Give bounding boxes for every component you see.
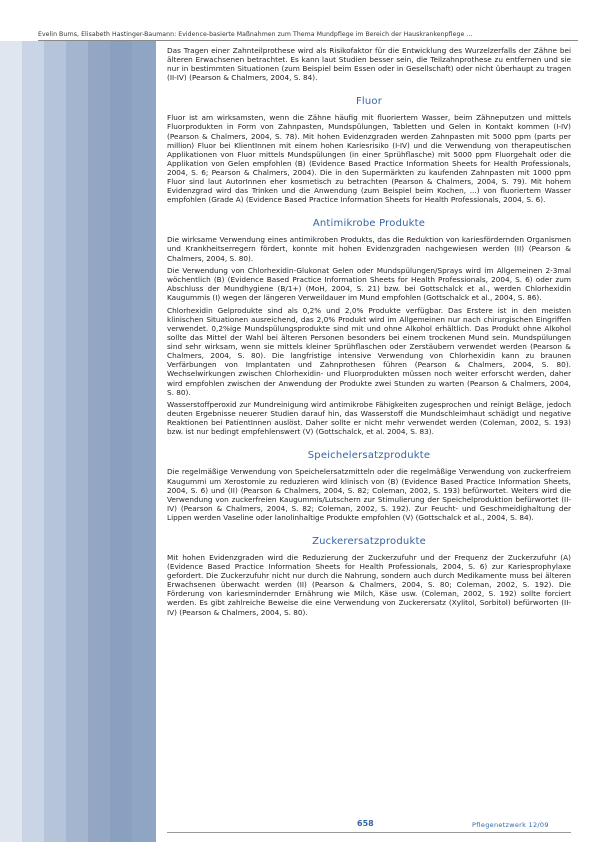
decorative-stripe bbox=[66, 41, 88, 842]
decorative-stripe bbox=[44, 41, 66, 842]
decorative-stripe bbox=[88, 41, 110, 842]
paragraph: Die regelmäßige Verwendung von Speichelersatzmitteln oder die regelmäßige Verwendung von zuckerfreiem Kaugummi um Xerostomie zu reduzieren wird klinisch von (B) (Evidence Based Practice Information Sheets, 2004, S. 6) und (II) (Pearson & Chalmers, 2004, S. 82; Coleman, 2002, S. 193) befürwortet. Weiters wird die Verwendung von zuckerfreien Kaugummis/Lutschern zur Stimulierung der Speichelproduktion befürwortet (II-IV) (Pearson & Chalmers, 2004, S. 82; Coleman, 2002, S. 192). Zur Feucht- und Geschmeidighaltung der Lippen werden Vaseline oder lanolinhaltige Produkte empfohlen (V) (Gottschalck et al., 2004, S. 84). bbox=[167, 467, 571, 522]
journal-name: Pflegenetzwerk 12/09 bbox=[472, 821, 549, 829]
decorative-stripe bbox=[22, 41, 44, 842]
page-number: 658 bbox=[357, 819, 374, 828]
decorative-stripe bbox=[132, 41, 156, 842]
paragraph: Die Verwendung von Chlorhexidin-Glukonat Gelen oder Mundspülungen/Sprays wird im Allgemeinen 2-3mal wöchentlich (B) (Evidence Based Practice Information Sheets for Health Professionals, 2004, S. 6) oder zum Abschluss der Mundhygiene (B/1+) (MoH, 2004, S. 21) bzw. bei Gottschalck et al., werden Chlorhexidin Kaugummis (I) wegen der längeren Verweildauer im Mund empfohlen (Gottschalck et al., 2004, S. 86). bbox=[167, 265, 571, 303]
paragraph: Mit hohen Evidenzgraden wird die Reduzierung der Zuckerzufuhr und der Frequenz der Zuckerzufuhr (A) (Evidence Based Practice Information Sheets for Health Professionals, 2004, S. 6) zur Kariesprophylaxe gefordert. Die Zuckerzufuhr nicht nur durch die Nahrung, sondern auch durch Medikamente muss bei älteren Erwachsenen überwacht werden (II) (Pearson & Chalmers, 2004, S. 80; Coleman, 2002, S. 192). Die Förderung von kariesmindernder Ernährung wie Milch, Käse usw. (Coleman, 2002, S. 192) sollte forciert werden. Es gibt zahlreiche Beweise die eine Verwendung von Zuckerersatz (Xylitol, Sorbitol) befürworten (II-IV) (Pearson & Chalmers, 2004, S. 80). bbox=[167, 553, 571, 617]
paragraph: Die wirksame Verwendung eines antimikroben Produkts, das die Reduktion von kariesfördernden Organismen und Krankheitserregern fördert, konnte mit hohen Evidenzgraden nachgewiesen werden (II) (Pearson & Chalmers, 2004, S. 80). bbox=[167, 235, 571, 263]
running-header bbox=[0, 0, 595, 40]
section-heading: Zuckerersatzprodukte bbox=[312, 536, 426, 548]
section-heading: Speichelersatzprodukte bbox=[307, 450, 431, 462]
running-header-text: Evelin Burns, Elisabeth Hastinger-Baumann: Evidence-basierte Maßnahmen zum Thema Mundpflege im Bereich der Hauskrankenpflege ... bbox=[38, 31, 473, 38]
section-antimikrobe-produkte bbox=[167, 218, 571, 436]
article-body bbox=[167, 46, 571, 620]
footer-rule bbox=[167, 832, 571, 833]
decorative-stripe bbox=[110, 41, 132, 842]
section-zuckerersatzprodukte bbox=[167, 536, 571, 617]
decorative-stripe bbox=[0, 41, 22, 842]
section-speichelersatzprodukte bbox=[167, 450, 571, 522]
paragraph: Fluor ist am wirksamsten, wenn die Zähne häufig mit fluoriertem Wasser, beim Zähneputzen und mittels Fluorprodukten in Form von Zahnpasten, Mundspülungen, Tabletten und Gelen in Kontakt kommen (I-IV) (Pearson & Chalmers, 2004, S. 78). Mit hohen Evidenzgraden werden Zahnpasten mit 5000 ppm (parts per million) Fluor bei KlientInnen mit einem hohen Kariesrisiko (I-IV) und die Verwendung von therapeutischen Applikationen von Fluor mittels Mundspülungen (in einer Sprühflasche) mit 5000 ppm Fluorgehalt oder die Applikation von Gelen empfohlen (B) (Evidence Based Practice Information Sheets for Health Professionals, 2004, S. 6; Pearson & Chalmers, 2004). Die in den Supermärkten zu kaufenden Zahnpasten mit 1000 ppm Fluor sind laut AutorInnen eher kosmetisch zu betrachten (Pearson & Chalmers, 2004, S. 79). Mit hohem Evidenzgrad wird das Trinken und die Anwendung (zum Beispiel beim Kochen, ...) von fluoriertem Wasser empfohlen (Grade A) (Evidence Based Practice Information Sheets for Health Professionals, 2004, S. 6). bbox=[167, 113, 571, 205]
paragraph: Wasserstoffperoxid zur Mundreinigung wird antimikrobe Fähigkeiten zugesprochen und reinigt Beläge, jedoch deuten Ergebnisse neuerer Studien darauf hin, das Wasserstoff die Mundschleimhaut schädigt und negative Reaktionen bei PatientInnen auslöst. Daher sollte er nicht mehr verwendet werden (Coleman, 2002, S. 193) bzw. ist nur bedingt empfehlenswert (V) (Gottschalck, et al. 2004, S. 83). bbox=[167, 400, 571, 437]
section-fluor bbox=[167, 96, 571, 204]
intro-paragraph: Das Tragen einer Zahnteilprothese wird als Risikofaktor für die Entwicklung des Wurzelzerfalls der Zähne bei älteren Erwachsenen betrachtet. Es kann laut Studien besser sein, die Teilzahnprothese zu entfernen und sie nur in bestimmten Situationen (zum Beispiel beim Essen oder in Gesellschaft) oder nicht überhaupt zu tragen (II-IV) (Pearson & Chalmers, 2004, S. 84). bbox=[167, 46, 571, 83]
section-heading: Antimikrobe Produkte bbox=[312, 218, 426, 230]
paragraph: Chlorhexidin Gelprodukte sind als 0,2% und 2,0% Produkte verfügbar. Das Erstere ist in den meisten klinischen Situationen ausreichend, das 2,0% Produkt wird im Allgemeinen nur nach chirurgischen Eingriffen verwendet. 0,2%ige Mundspülungsprodukte sind mit und ohne Alkohol erhältlich. Das Produkt ohne Alkohol sollte das Mittel der Wahl bei älteren Personen besonders bei einem trockenen Mund sein. Mundspülungen sind sehr wirksam, wenn sie mittels kleiner Sprühflaschen oder Zerstäubern verwendet werden (Pearson & Chalmers, 2004, S. 80). Die langfristige intensive Verwendung von Chlorhexidin kann zu braunen Verfärbungen von Implantaten und Zahnprothesen führen (Pearson & Chalmers, 2004, S. 80). Wechselwirkungen zwischen Chlorhexidin- und Fluorprodukten müssen noch weiter erforscht werden, daher wird empfohlen zwischen der Anwendung der Produkte zwei Stunden zu warten (Pearson & Chalmers, 2004, S. 80). bbox=[167, 305, 571, 397]
section-heading: Fluor bbox=[355, 96, 383, 108]
